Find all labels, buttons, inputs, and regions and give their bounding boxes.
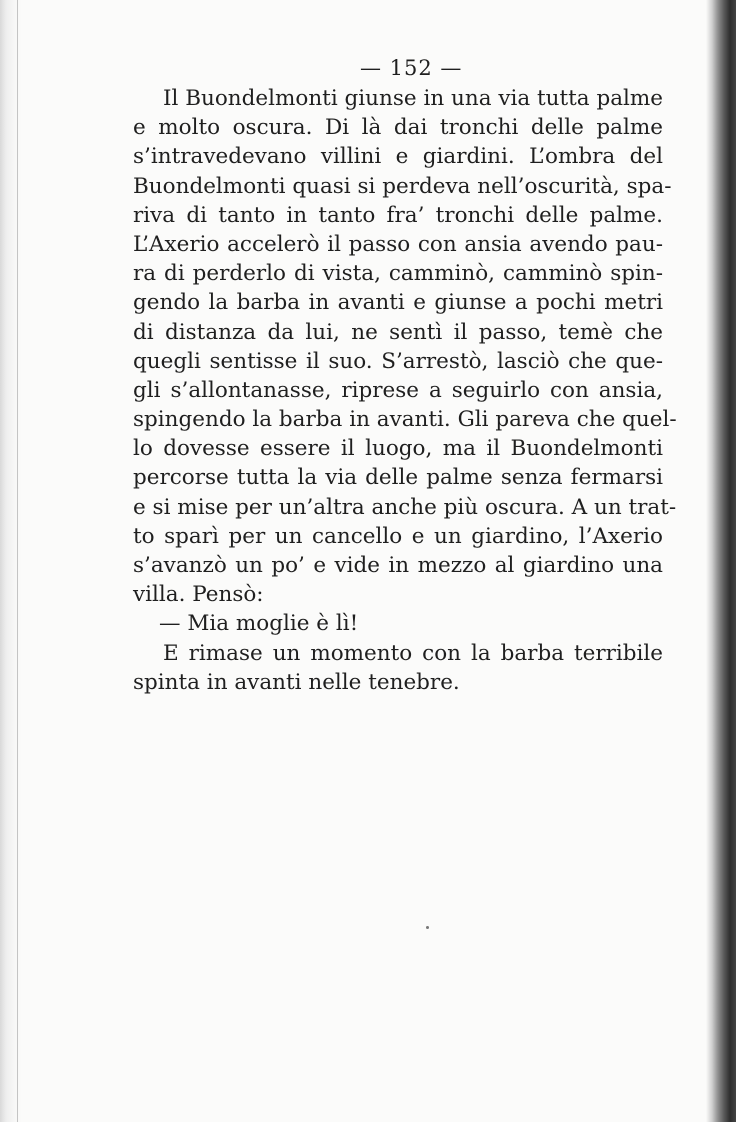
text-line: spinta in avanti nelle tenebre.	[133, 669, 460, 695]
scan-left-edge	[0, 0, 22, 1122]
text-line: gendo la barba in avanti e giunse a pochi metri	[133, 290, 663, 316]
text-line: riva di tanto in tanto fra’ tronchi delle palme.	[133, 202, 663, 228]
text-line: di distanza da lui, ne sentì il passo, temè che	[133, 319, 663, 345]
text-line: lo dovesse essere il luogo, ma il Buondelmonti	[133, 436, 663, 462]
text-line: percorse tutta la via delle palme senza fermarsi	[133, 465, 663, 491]
text-line: s’intravedevano villini e giardini. L’ombra del	[133, 144, 663, 170]
scan-left-line	[17, 0, 18, 1122]
text-line: e molto oscura. Di là dai tronchi delle palme	[133, 115, 663, 141]
text-line: villa. Pensò:	[133, 582, 264, 608]
page-number: — 152 —	[360, 56, 463, 80]
text-line: ra di perderlo di vista, camminò, camminò spin-	[133, 261, 663, 287]
text-line-dialog: — Mia moglie è lì!	[159, 611, 359, 637]
scan-right-gutter	[706, 0, 736, 1122]
text-line: gli s’allontanasse, riprese a seguirlo con ansia,	[133, 377, 663, 403]
text-line: E rimase un momento con la barba terribile	[163, 640, 663, 666]
text-line: to sparì per un cancello e un giardino, l’Axerio	[133, 523, 663, 549]
scan-speck	[426, 926, 429, 929]
text-line: spingendo la barba in avanti. Gli pareva che quel-	[133, 407, 677, 433]
body-text	[133, 84, 677, 697]
text-line: s’avanzò un po’ e vide in mezzo al giardino una	[133, 553, 663, 578]
text-line: e si mise per un’altra anche più oscura. A un trat-	[133, 494, 677, 520]
text-line: Buondelmonti quasi si perdeva nell’oscurità, spa-	[133, 173, 672, 199]
text-line: Il Buondelmonti giunse in una via tutta palme	[163, 86, 664, 111]
text-line: quegli sentisse il suo. S’arrestò, lasciò che que-	[133, 348, 663, 374]
text-line: L’Axerio accelerò il passo con ansia avendo pau-	[133, 231, 663, 257]
